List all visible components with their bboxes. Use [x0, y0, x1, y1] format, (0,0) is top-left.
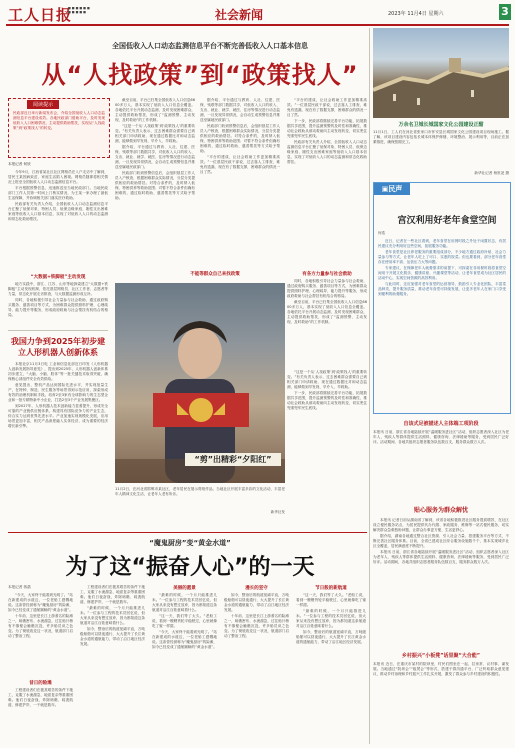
lead-col-2	[115, 98, 195, 268]
bottom-col-5	[296, 593, 366, 743]
lead-paragraph: 据介绍，平台通过与教育、人社、住建、医保、残联等部门数据共享，对低收入人口的收入、支出、就业、就学、就医、住房等情况进行动态监测，一旦发现异常情况，会自动生成预警信息并推送至属地民政部门。	[115, 145, 195, 169]
bottom-paragraph: “今天，大家终于能看到光明了。”站在新建成的水道边，一位老船工感慨地说。这条曾经被称为“魔鬼厨房”的险滩，如今已经变成了通航顺畅的“黄金水道”。	[8, 593, 73, 612]
civil-sub-heading: 自该式足被描述人主体端工项阶段	[403, 421, 479, 427]
lead-headline: 从“人找政策”到“政策找人”	[41, 61, 359, 89]
service-paragraph: 本报讯 记者日前从湖南省了解到，该省各地积极推进社区服务提质增效，在社区设立便民服务站点，为居民提供代办代缴、家政服务、维修等一站式便民服务，切实解决群众急难愁盼问题，让群众办事更方便、生活更舒心。	[373, 518, 509, 532]
issue-date: 2023年 11月4日 星期六	[388, 11, 444, 17]
great-wall-credit: 新华社记者 杨世尧 摄	[474, 171, 509, 175]
lead-paragraph: 同时，各地积极引导社会力量参与社会救助，通过政府购买服务、慈善项目等方式，为困难群众提供照料护理、心理疏导、能力提升等服务，形成政府救助与社会帮扶有机结合的格局。	[8, 298, 108, 317]
civil-paragraph: 近日，记者在一些社区看到，老年食堂在用餐时段之外处于闲置状态，有居民建议充分利用好这些空间，拓展服务功能。	[378, 239, 506, 248]
civil-headline: 宫汉利用好老年食堂空间	[397, 216, 497, 226]
lead-paragraph: 据介绍，平台通过与教育、人社、住建、医保、残联等部门数据共享，对低收入人口的收入、支出、就业、就学、就医、住房等情况进行动态监测，一旦发现异常情况，会自动生成预警信息并推送至属地民政部门。	[200, 98, 280, 122]
lead-sub-heading: 有各方力量参与社会救助	[302, 272, 352, 277]
service-box	[373, 505, 509, 517]
bottom-paragraph: “这一天，我们等了太久。”老船工说，看到一艘艘货轮平稳驶过，心里就像吃了蜜一样甜。	[296, 593, 366, 607]
bottom-sub-heading: 漫长的坚守	[245, 586, 268, 591]
bottom-col-2	[80, 585, 145, 743]
bottom-paragraph: 如今，整治后的航道宽阔平直，万吨级船舶可以昼夜通行，大大提升了长江黄金水道的通航能力，带动了沿江地区经济发展。	[80, 627, 145, 646]
robot-headline: 我国力争到2025年初步建立人形机器人创新体系	[10, 337, 106, 357]
bottom-paragraph: 工程建设者们在极其艰苦的条件下施工，克服了水流湍急、地质复杂等重重困难。他们日夜奋战，炸除暗礁、疏浚航道、修建护岸，一干就是数年。	[8, 688, 73, 707]
bottom-sub-heading: 昔日的险滩	[29, 681, 52, 686]
newspaper-logo: 工人日报	[8, 6, 73, 24]
great-wall-text: 11月1日，工人们在河北省张家口市怀安县长城国家文化公园建设项目现场施工。据了解，该项目建设内容包括长城本体保护修缮、环境整治、展示利用等，目前正在加紧推进，确保按期完工。	[373, 130, 509, 144]
masthead-rule	[6, 24, 509, 26]
robot-paragraph: 到2027年，人形机器人技术创新能力显著提升，形成安全可靠的产业链供应链体系，构建具有国际竞争力的产业生态，综合实力达到世界先进水平。产业加速实现规模化发展，应用场景更加丰富，相关产品深度融入实体经济，成为重要的经济增长新引擎。	[8, 404, 108, 428]
photo-credit: 新华社发	[270, 510, 285, 514]
bottom-paragraph: “最难的时候，一个月只能推进几米。”一位参与工程的技术员回忆说，但大家从来没有想过放弃，因为都知道这条航道对沿江百姓意味着什么。	[152, 593, 217, 612]
bottom-paragraph: 十年前，这里是长江上游著名的险滩之一，暗礁密布、水流湍急，过往船只稍有不慎便会触礁沉没，许多船员谈之色变。为了彻底改变这一状况，航道部门启动了整治工程。	[224, 614, 289, 638]
robot-paragraph: 意见提出，整机产品达到国际先进水平，并实现批量生产，在特种、制造、民生服务等场景得到示范应用，探索形成有效的治理机制和手段。培育2至3家有全球影响力的生态型企业和一批专精特新中小企业，打造2至3个产业发展集聚区。	[8, 383, 108, 402]
lead-kicker: 全国低收入人口动态监测信息平台不断完善低收入人口基本信息	[112, 42, 308, 50]
paper-cut-photo	[115, 283, 285, 483]
service-paragraph: 本报讯 日前，浙江省各地陆续开展“温暖服务进社区”活动，组织志愿者深入社区为老年人、残疾人等群体提供生活照料、健康咨询、法律援助等服务，受到居民广泛好评。活动期间，各地共组织志愿者服务队伍数百支，服务群众数万人次。	[373, 550, 509, 564]
lead-paragraph: 民政部门收到预警信息后，会组织基层工作人员入户核查，根据困难群众实际情况，分层分类提供相应的救助帮扶。对符合条件的，及时纳入低保、特困供养等救助范围；对暂不符合条件但确有困难的，通过临时救助、慈善帮扶等方式给予帮助。	[115, 171, 195, 200]
lead-col-4b	[287, 279, 367, 365]
civil-column-box	[373, 182, 511, 414]
photo-caption-overlay: “剪”出精彩“夕阳红”	[185, 453, 281, 466]
lead-paragraph: “平台的建成，让社会救助工作更加精准高效。”一位基层民政干部说，过去靠人工排查，难免有遗漏，现在有了数据支撑，困难群众的情况一目了然。	[287, 98, 367, 117]
bottom-paragraph: “最难的时候，一个月只能推进几米。”一位参与工程的技术员回忆说，但大家从来没有想过放弃，因为都知道这条航道对沿江百姓意味着什么。	[80, 606, 145, 625]
lead-paragraph: 民政部有关负责人介绍，全国低收入人口动态监测信息平台汇聚了低保对象、特困人员、低保边缘家庭、刚性支出困难家庭等低收入人口基本信息，实现了对低收入人口的动态监测和常态化救助帮扶。	[287, 140, 367, 164]
page-number-badge	[499, 4, 511, 20]
bottom-sub-heading: 美丽的愿景	[173, 586, 196, 591]
lead-paragraph: “这是一个从‘人找政策’到‘政策找人’的重要转变。”有关负责人表示，过去困难群众需要自己到相关部门申请救助，现在通过数据比对和动态监测，能够做到早发现、早介入、早救助。	[115, 124, 195, 143]
civil-tag	[374, 183, 410, 195]
bottom-headline: 为了这“振奋人心”的一天	[65, 555, 315, 580]
lead-paragraph: 地方实践中，浙江、江苏、山东等地探索建立“大数据+铁脚板”主动发现机制，依托基层网格员、社区工作者、志愿者等力量，常态化开展走访排查，与大数据监测形成互补。	[8, 282, 108, 296]
lead-sub-heading: 不能等群众自己来找政策	[190, 272, 240, 277]
lead-paragraph: 下一步，民政部将继续完善平台功能，拓展数据共享范围，提升监测预警的及时性和准确性，推动社会救助从被动救助向主动发现转变，切实兜住兜准兜牢民生底线。	[287, 119, 367, 138]
civil-tag-label: 民声	[388, 185, 403, 193]
civil-sub-text: 本报讯 日前，浙江省各地陆续开展“温暖服务进社区”活动，组织志愿者深入社区为老年人、残疾人等群体提供生活照料、健康咨询、法律援助等服务，受到居民广泛好评。活动期间，各地共组织志愿者服务队伍数百支，服务群众数万人次。	[373, 430, 509, 444]
great-wall-caption: 万余名卫城长城国家文化公园建设正酣	[398, 122, 484, 128]
bottom-kicker: “魔鬼厨房”变“黄金水道”	[149, 539, 231, 547]
masthead-note: ■ ■ ■ ■ ■ ■ ■ ■ ■ ■ ■	[68, 6, 90, 14]
service-text	[373, 518, 509, 646]
civil-byline: 何浩	[378, 231, 386, 235]
bottom-col-3	[152, 593, 217, 743]
reading-tips-tag: 阅读提示	[27, 100, 59, 109]
lead-sub-heading: “大数据+铁脚板”主动发现	[30, 275, 86, 280]
civil-paragraph: 与此同时，还应加强对老年食堂的运营指导，鼓励引入专业化团队，丰富菜品种类，提升服务质量，推动老年食堂可持续发展，让更多老年人在家门口享受到便利的助餐服务。	[378, 282, 506, 296]
rural-sub-heading: 乡村振兴“小板凳”话里聚“大合能”	[401, 653, 481, 659]
lead-col-1	[8, 170, 108, 270]
lead-paragraph: 下一步，民政部将继续完善平台功能，拓展数据共享范围，提升监测预警的及时性和准确性，推动社会救助从被动救助向主动发现转变，切实兜住兜准兜牢民生底线。	[287, 391, 367, 410]
lead-paragraph: 今年9月，江西省某社区社区网格员在入户走访中了解到，居民王某因病致贫，家庭生活陷入困境。网格员随即将相关情况上报至全国低收入人口动态监测信息平台。	[8, 170, 108, 184]
civil-paragraph: 专家建议，在保障老年人就餐需求的前提下，可探索在非用餐时段将食堂空间用于开展文化娱乐、健康讲座、兴趣课堂等活动，让老年食堂成为社区居民的活动中心，实现空间资源的高效利用。	[378, 266, 506, 280]
robot-paragraph: 本报北京11月3日电 工业和信息化部近日印发《人形机器人创新发展指导意见》，提出到2025年，人形机器人创新体系初步建立，“大脑、小脑、肢体”等一批关键技术取得突破，确保核心部组件安全有效供给。	[8, 362, 108, 381]
lead-paragraph: 平台根据预警信息，迅速推送至当地民政部门。当地民政部门工作人员第一时间上门核实情况，为王某一家办理了最低生活保障，并协调相关部门落实医疗救助。	[8, 186, 108, 200]
great-wall-photo	[373, 28, 509, 118]
lead-paragraph: 民政部门收到预警信息后，会组织基层工作人员入户核查，根据困难群众实际情况，分层分类提供相应的救助帮扶。对符合条件的，及时纳入低保、特困供养等救助范围；对暂不符合条件但确有困难的，通过临时救助、慈善帮扶等方式给予帮助。	[200, 124, 280, 153]
bottom-paragraph: “今天，大家终于能看到光明了。”站在新建成的水道边，一位老船工感慨地说。这条曾经被称为“魔鬼厨房”的险滩，如今已经变成了通航顺畅的“黄金水道”。	[152, 630, 217, 649]
lead-paragraph: “平台的建成，让社会救助工作更加精准高效。”一位基层民政干部说，过去靠人工排查，难免有遗漏，现在有了数据支撑，困难群众的情况一目了然。	[200, 155, 280, 174]
bottom-col-1b	[8, 688, 73, 744]
bottom-paragraph: 如今，整治后的航道宽阔平直，万吨级船舶可以昼夜通行，大大提升了长江黄金水道的通航能力，带动了沿江地区经济发展。	[224, 593, 289, 612]
lead-paragraph: 同时，各地积极引导社会力量参与社会救助，通过政府购买服务、慈善项目等方式，为困难群众提供照料护理、心理疏导、能力提升等服务，形成政府救助与社会帮扶有机结合的格局。	[287, 279, 367, 298]
column-divider	[369, 28, 370, 744]
section-name: 社会新闻	[215, 8, 264, 22]
bottom-sub-heading: 节日般的新航道	[315, 586, 347, 591]
lead-paragraph: 截至目前，平台已归集全国低收入人口信息6600多万人，基本实现了低收入人口信息全覆盖。各地依托平台开展动态监测，及时发现困难群众，主动提供救助帮扶，形成了“监测预警、主动发现、及时救助”的工作机制。	[287, 300, 367, 324]
reading-tips-text: 民政部近日举行新闻发布会，介绍全国低收入人口动态监测信息平台建设成效。各地民政部门借助平台，及时发现低收入人口困难情况，主动提供救助帮扶，实现从“人找政策”到“政策找人”的转变。	[13, 111, 105, 130]
civil-text	[378, 239, 506, 409]
lead-col-5	[287, 370, 367, 515]
rural-text: 本报讯 近日，在重庆市某村的院坝里，村民们围坐在一起，拉家常、议村事、谋发展。当地通过“院坝会”“板凳会”等形式，搭建干群沟通平台，广泛听取群众意见建议，推动乡村治理和乡村振兴工作扎实开展，激发了群众参与乡村建设的积极性。	[373, 662, 509, 676]
divider	[8, 330, 108, 331]
bottom-rule	[8, 532, 367, 533]
bottom-paragraph: 十年前，这里是长江上游著名的险滩之一，暗礁密布、水流湍急，过往船只稍有不慎便会触礁沉没，许多船员谈之色变。为了彻底改变这一状况，航道部门启动了整治工程。	[8, 614, 73, 638]
bottom-paragraph: “这一天，我们等了太久。”老船工说，看到一艘艘货轮平稳驶过，心里就像吃了蜜一样甜。	[152, 614, 217, 628]
page-number: 3	[501, 5, 509, 18]
service-paragraph: 据介绍，湖南各地通过整合社区资源、引入社会力量、搭建服务平台等方式，不断完善社区服务体系。目前，全省已建成社区综合服务设施数千个，基本实现城乡社区全覆盖，居民满意度不断提升。	[373, 534, 509, 548]
great-wall-illustration	[373, 28, 509, 118]
masthead	[0, 0, 515, 30]
bottom-paragraph: 工程建设者们在极其艰苦的条件下施工，克服了水流湍急、地质复杂等重重困难。他们日夜奋战，炸除暗礁、疏浚航道、修建护岸，一干就是数年。	[80, 585, 145, 604]
lead-paragraph: “这是一个从‘人找政策’到‘政策找人’的重要转变。”有关负责人表示，过去困难群众需要自己到相关部门申请救助，现在通过数据比对和动态监测，能够做到早发现、早介入、早救助。	[287, 370, 367, 389]
civil-paragraph: 老年食堂是社区养老服务的重要组成部分，不少地方通过政府补贴、社会力量参与等方式，让老年人吃上了可口、实惠的饭菜。但也要看到，部分老年食堂存在使用率不高、运营压力大等问题。	[378, 250, 506, 264]
reading-tips-box	[8, 98, 110, 158]
bottom-byline: 本报记者 蒋菡	[8, 585, 31, 589]
civil-tag-icon: ▣	[381, 185, 389, 193]
bottom-paragraph: “最难的时候，一个月只能推进几米。”一位参与工程的技术员回忆说，但大家从来没有想过放弃，因为都知道这条航道对沿江百姓意味着什么。	[296, 609, 366, 628]
robot-text	[8, 362, 108, 530]
lead-byline: 本报记者 何欣	[8, 162, 31, 166]
bottom-paragraph: 如今，整治后的航道宽阔平直，万吨级船舶可以昼夜通行，大大提升了长江黄金水道的通航能力，带动了沿江地区经济发展。	[296, 630, 366, 644]
lead-paragraph: 民政部有关负责人介绍，全国低收入人口动态监测信息平台汇聚了低保对象、特困人员、低保边缘家庭、刚性支出困难家庭等低收入人口基本信息，实现了对低收入人口的动态监测和常态化救助帮扶。	[8, 202, 108, 221]
bottom-col-4	[224, 593, 289, 743]
service-box-heading: 贴心服务为群众解忧	[413, 507, 468, 514]
lead-paragraph: 截至目前，平台已归集全国低收入人口信息6600多万人，基本实现了低收入人口信息全覆盖。各地依托平台开展动态监测，及时发现困难群众，主动提供救助帮扶，形成了“监测预警、主动发现、及时救助”的工作机制。	[115, 98, 195, 122]
lead-col-3	[200, 98, 280, 268]
photo-text: 11月2日，在河北省邯郸市某社区，老年居民在展示剪纸作品。当地社区开展丰富多彩的文化活动，丰富老年人精神文化生活，让老年人老有所乐。	[115, 487, 285, 496]
lead-col-1b	[8, 282, 108, 327]
lead-col-4	[287, 98, 367, 268]
